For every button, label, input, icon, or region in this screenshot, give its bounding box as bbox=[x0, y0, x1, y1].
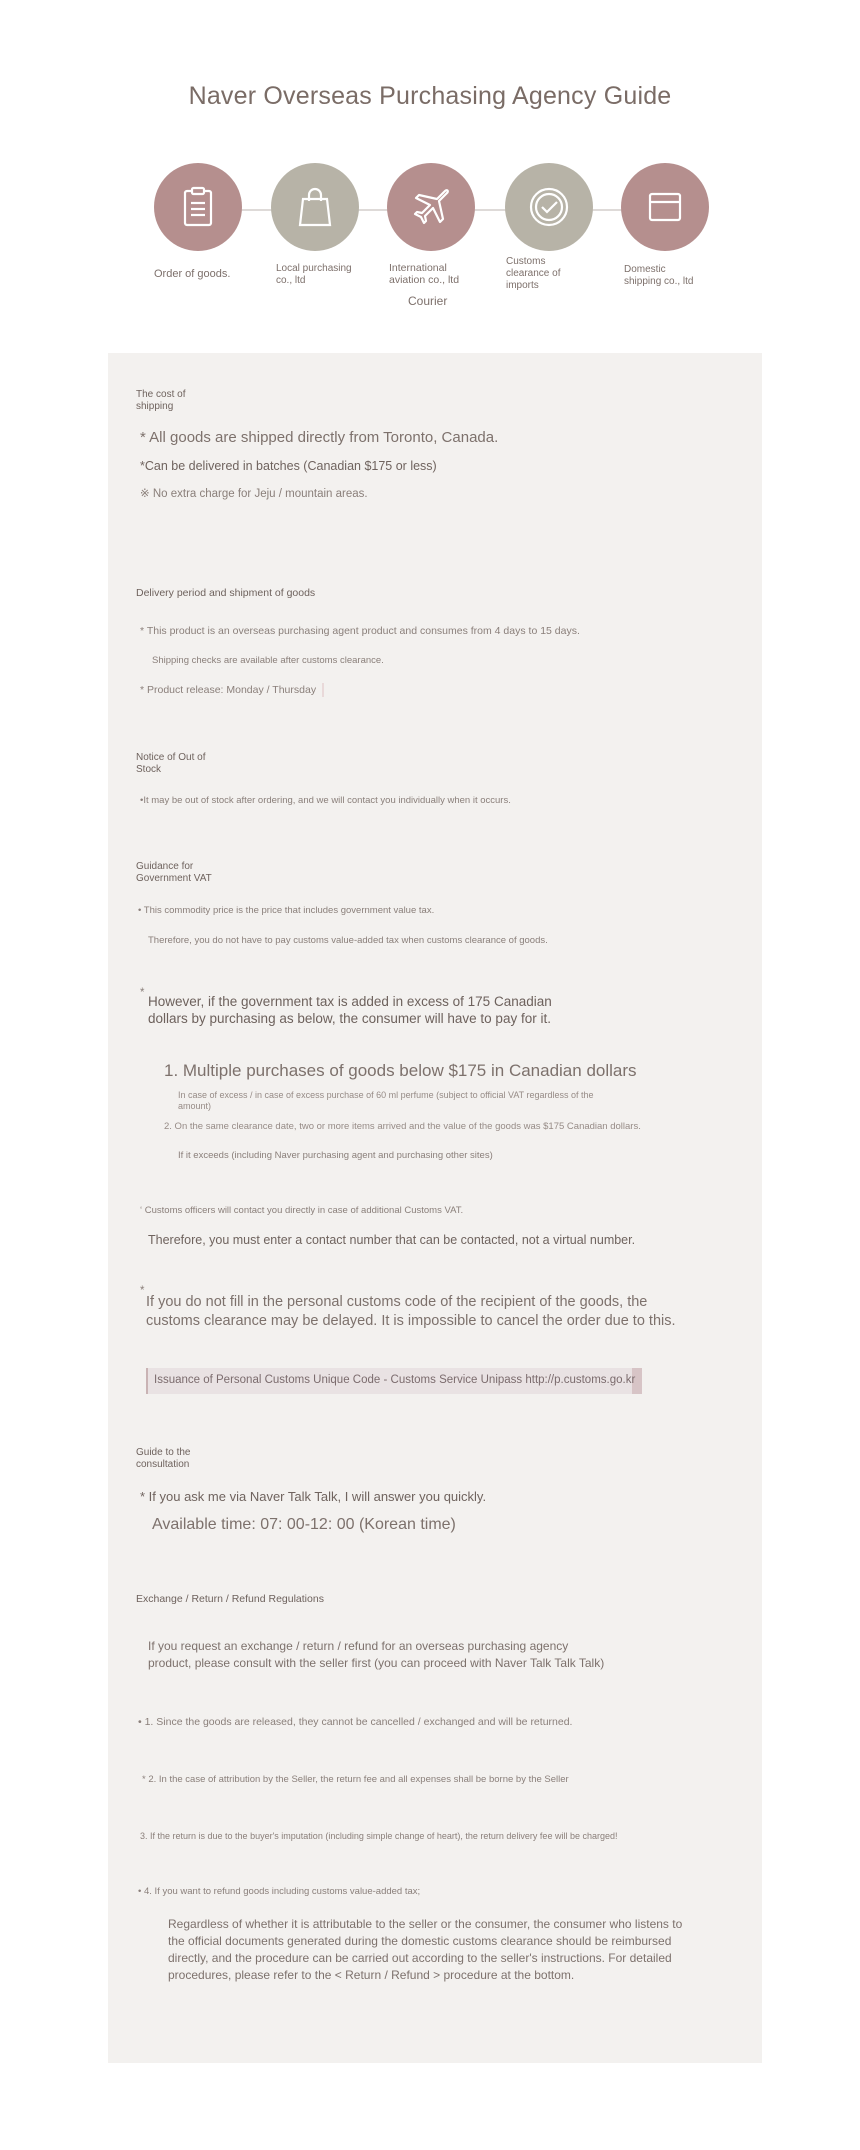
section-heading-delivery: Delivery period and shipment of goods bbox=[136, 587, 316, 599]
vat-line-6b: customs clearance may be delayed. It is impossible to cancel the order due to this. bbox=[146, 1313, 676, 1329]
courier-label: Courier bbox=[408, 294, 448, 308]
section-heading-exchange: Exchange / Return / Refund Regulations bbox=[136, 1593, 324, 1605]
customs-code-link[interactable]: Issuance of Personal Customs Unique Code - Customs Service Unipass http://p.customs.go.kr bbox=[154, 1374, 636, 1386]
vat-item-1: 1. Multiple purchases of goods below $175 in Canadian dollars bbox=[164, 1061, 637, 1080]
vat-line-4: ‘ Customs officers will contact you directly in case of additional Customs VAT. bbox=[140, 1205, 464, 1216]
step-label-order: Order of goods. bbox=[154, 268, 231, 280]
exchange-rule-3: 3. If the return is due to the buyer's imputation (including simple change of heart), the return delivery fee will be charged! bbox=[140, 1831, 618, 1841]
vat-star-2: * bbox=[140, 1285, 145, 1297]
stock-line-1: •It may be out of stock after ordering, and we will contact you individually when it occurs. bbox=[140, 795, 511, 806]
process-step-customs-clearance bbox=[505, 163, 625, 251]
highlight-mark bbox=[322, 683, 324, 697]
vat-line-3b: dollars by purchasing as below, the consumer will have to pay for it. bbox=[148, 1011, 551, 1026]
vat-line-3a: However, if the government tax is added in excess of 175 Canadian bbox=[148, 994, 552, 1009]
shipping-line-3: ※ No extra charge for Jeju / mountain areas. bbox=[140, 488, 368, 500]
section-heading-shipping: The cost of shipping bbox=[136, 389, 186, 412]
consult-line-1: * If you ask me via Naver Talk Talk, I will answer you quickly. bbox=[140, 1489, 487, 1504]
step-label-domestic-shipping: Domestic shipping co., ltd bbox=[624, 264, 694, 287]
customs-code-link-box[interactable] bbox=[146, 1368, 642, 1394]
shipping-line-1: * All goods are shipped directly from Toronto, Canada. bbox=[140, 429, 499, 446]
process-step-local-purchasing bbox=[271, 163, 391, 251]
section-heading-vat: Guidance for Government VAT bbox=[136, 861, 212, 884]
delivery-line-3 bbox=[140, 683, 324, 697]
vat-item-2: 2. On the same clearance date, two or more items arrived and the value of the goods was $175 Canadian dollars. bbox=[164, 1121, 641, 1132]
exchange-rule-4-b: the official documents generated during the domestic customs clearance should be reimbursed bbox=[168, 1934, 672, 1948]
exchange-intro-a: If you request an exchange / return / refund for an overseas purchasing agency bbox=[148, 1639, 569, 1653]
section-heading-stock: Notice of Out of Stock bbox=[136, 752, 206, 775]
process-step-order bbox=[154, 163, 274, 251]
vat-item-1-note-b: amount) bbox=[178, 1101, 212, 1111]
delivery-line-2: Shipping checks are available after customs clearance. bbox=[152, 655, 384, 666]
box-icon bbox=[621, 163, 709, 251]
exchange-rule-2: * 2. In the case of attribution by the Seller, the return fee and all expenses shall be borne by the Seller bbox=[142, 1774, 569, 1785]
info-panel bbox=[108, 353, 762, 2063]
page-title: Naver Overseas Purchasing Agency Guide bbox=[188, 82, 672, 110]
vat-item-1-note-a: In case of excess / in case of excess purchase of 60 ml perfume (subject to official VAT regardless of the bbox=[178, 1090, 594, 1100]
consult-line-2: Available time: 07: 00-12: 00 (Korean time) bbox=[152, 1516, 456, 1533]
exchange-rule-1: • 1. Since the goods are released, they cannot be cancelled / exchanged and will be returned. bbox=[138, 1716, 573, 1728]
step-label-customs-clearance: Customs clearance of imports bbox=[506, 256, 561, 291]
shipping-line-2: *Can be delivered in batches (Canadian $175 or less) bbox=[140, 459, 437, 473]
vat-line-1: • This commodity price is the price that includes government value tax. bbox=[138, 905, 435, 916]
exchange-rule-4-c: directly, and the procedure can be carried out according to the seller's instructions. For detailed bbox=[168, 1951, 672, 1965]
exchange-rule-4: • 4. If you want to refund goods including customs value-added tax; bbox=[138, 1886, 421, 1897]
process-step-international-aviation bbox=[387, 163, 507, 251]
exchange-intro-b: product, please consult with the seller first (you can proceed with Naver Talk Talk Talk) bbox=[148, 1656, 605, 1670]
vat-line-2: Therefore, you do not have to pay customs value-added tax when customs clearance of goods. bbox=[148, 935, 548, 946]
vat-star: * bbox=[140, 987, 145, 999]
step-label-local-purchasing: Local purchasing co., ltd bbox=[276, 263, 352, 286]
delivery-line-1: * This product is an overseas purchasing agent product and consumes from 4 days to 15 days. bbox=[140, 625, 580, 637]
vat-line-5: Therefore, you must enter a contact number that can be contacted, not a virtual number. bbox=[148, 1233, 636, 1247]
clipboard-icon bbox=[154, 163, 242, 251]
delivery-line-3-text: * Product release: Monday / Thursday bbox=[140, 683, 317, 696]
process-step-domestic-shipping bbox=[621, 163, 741, 251]
vat-item-2-note: If it exceeds (including Naver purchasing agent and purchasing other sites) bbox=[178, 1150, 493, 1161]
section-heading-consult: Guide to the consultation bbox=[136, 1447, 191, 1470]
step-label-international-aviation: International aviation co., ltd bbox=[389, 262, 460, 286]
exchange-rule-4-a: Regardless of whether it is attributable to the seller or the consumer, the consumer who listens to bbox=[168, 1917, 683, 1931]
check-badge-icon bbox=[505, 163, 593, 251]
vat-line-6a: If you do not fill in the personal customs code of the recipient of the goods, the bbox=[146, 1294, 648, 1310]
airplane-icon bbox=[387, 163, 475, 251]
exchange-rule-4-d: procedures, please refer to the < Return / Refund > procedure at the bottom. bbox=[168, 1968, 575, 1982]
shopping-bag-icon bbox=[271, 163, 359, 251]
